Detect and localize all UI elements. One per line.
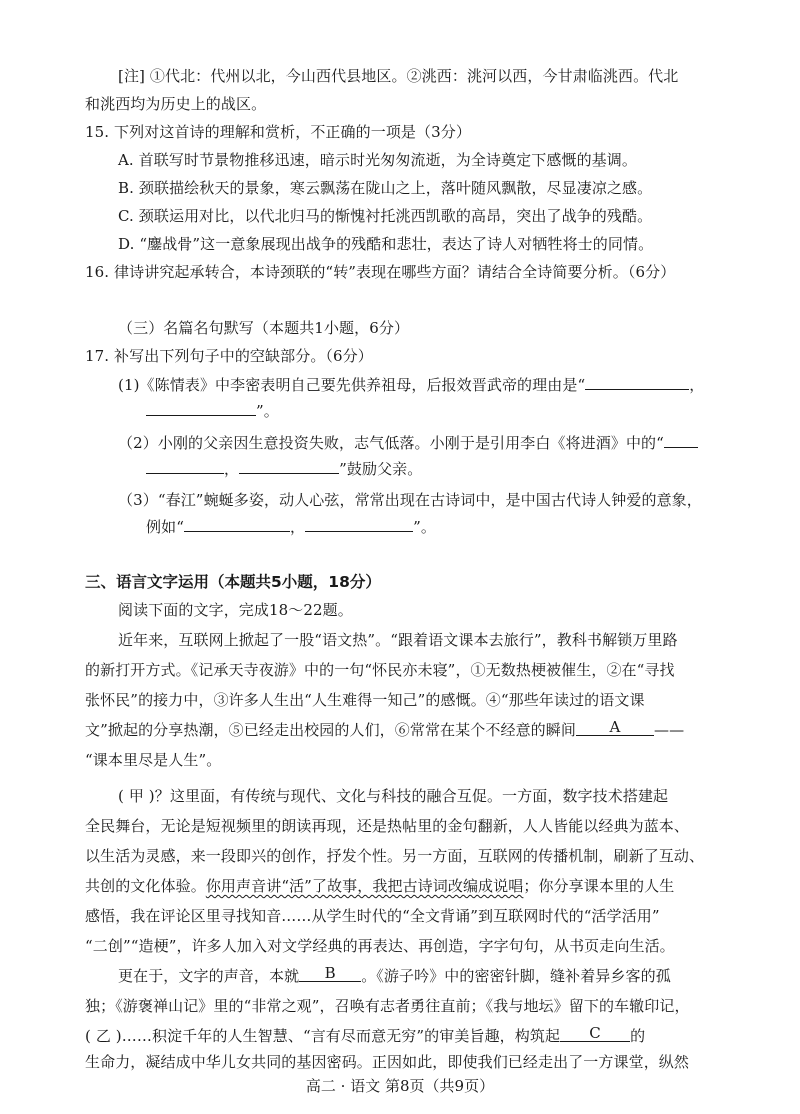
question-17-item-2-line-1 — [118, 432, 698, 453]
section-3-title: 三、语言文字运用（本题共5小题，18分） — [85, 573, 381, 591]
question-16-stem: 16. 律诗讲究起承转合，本诗颈联的“转”表现在哪些方面？请结合全诗简要分析。（6分） — [85, 263, 676, 281]
blank-a-label: A — [609, 718, 621, 736]
section-3-intro: 阅读下面的文字，完成18～22题。 — [118, 601, 353, 619]
passage-p1-line-5: “课本里尽是人生”。 — [85, 751, 222, 769]
question-17-item-1-line-2 — [146, 400, 279, 421]
comma: ， — [689, 376, 705, 394]
wavy-underlined-sentence: 你用声音讲“活”了故事，我把古诗词改编成说唱 — [205, 877, 524, 895]
question-17-stem: 17. 补写出下列句子中的空缺部分。（6分） — [85, 347, 373, 365]
blank-a — [576, 720, 654, 736]
question-17-item-3-line-1: （3）“春江”蜿蜒多姿，动人心弦，常常出现在古诗词中，是中国古代诗人钟爱的意象， — [118, 491, 702, 509]
passage-p1-line-4 — [85, 720, 684, 740]
passage-p3-line-4: 生命力，凝结成中华儿女共同的基因密码。正因如此，即使我们已经走出了一方课堂，纵然 — [85, 1053, 690, 1071]
text: 更在于，文字的声音，本就 — [118, 967, 300, 985]
question-15-stem: 15. 下列对这首诗的理解和赏析，不正确的一项是（3分） — [85, 123, 471, 141]
passage-p2-line-4 — [85, 876, 674, 896]
question-17-item-3-line-2 — [146, 516, 436, 537]
passage-p2-line-3: 以生活为灵感，来一段即兴的创作，抒发个性。另一方面，互联网的传播机制，刷新了互动、 — [85, 847, 705, 865]
passage-p2-line-1: ( 甲 )？这里面，有传统与现代、文化与科技的融合互促。一方面，数字技术搭建起 — [118, 787, 669, 805]
item-2-prompt: （2）小刚的父亲因生意投资失败，志气低落。小刚于是引用李白《将进酒》中的“ — [118, 434, 664, 452]
text: ( 乙 )……积淀千年的人生智慧、“言有尽而意无穷”的审美旨趣，构筑起 — [85, 1027, 561, 1045]
text: 共创的文化体验。 — [85, 877, 206, 895]
closing-text: ”鼓励父亲。 — [339, 460, 423, 478]
part-3-title: （三）名篇名句默写（本题共1小题，6分） — [118, 319, 410, 337]
passage-p1-line-2: 的新打开方式。《记承天寺夜游》中的一句“怀民亦未寝”，①无数热梗被催生，②在“寻找 — [85, 661, 675, 679]
blank-b — [299, 966, 361, 982]
closing-quote: ”。 — [256, 402, 279, 420]
question-15-option-b: B. 颈联描绘秋天的景象，寒云飘荡在陇山之上，落叶随风飘散，尽显凄凉之感。 — [118, 179, 653, 197]
blank-c — [560, 1026, 630, 1042]
passage-p1-line-3: 张怀民”的接力中，③许多人生出“人生难得一知己”的感慨。④“那些年读过的语文课 — [85, 691, 645, 709]
blank-c-label: C — [589, 1024, 601, 1042]
question-17-item-2-line-2 — [146, 458, 422, 479]
note-line-2: 和洮西均为历史上的战区。 — [85, 95, 267, 113]
example-prefix: 例如“ — [146, 518, 184, 536]
answer-blank — [239, 458, 339, 474]
answer-blank — [664, 432, 698, 448]
question-15-option-c: C. 颈联运用对比，以代北归马的惭愧衬托洮西凯歌的高昂，突出了战争的残酷。 — [118, 207, 653, 225]
answer-blank — [146, 400, 256, 416]
dash: —— — [653, 721, 685, 739]
passage-p3-line-1 — [118, 966, 671, 986]
comma: ， — [289, 518, 306, 536]
passage-p2-line-2: 全民舞台，无论是短视频里的朗读再现，还是热帖里的金句翻新，人人皆能以经典为蓝本、 — [85, 817, 690, 835]
answer-blank — [585, 374, 689, 390]
answer-blank — [146, 458, 224, 474]
question-17-item-1-line-1 — [118, 374, 704, 395]
passage-p2-line-5: 感悟，我在评论区里寻找知音……从学生时代的“全文背诵”到互联网时代的“活学活用” — [85, 907, 660, 925]
question-15-option-a: A. 首联写时节景物推移迅速，暗示时光匆匆流逝，为全诗奠定下感慨的基调。 — [118, 151, 637, 169]
passage-p2-line-6: “二创”“造梗”，许多人加入对文学经典的再表达、再创造，字字句句，从书页走向生活。 — [85, 937, 675, 955]
comma: ， — [224, 460, 240, 478]
text: ；你分享课本里的人生 — [523, 877, 675, 895]
question-15-option-d: D. “鏖战骨”这一意象展现出战争的残酷和悲壮，表达了诗人对牺牲将士的同情。 — [118, 235, 654, 253]
item-1-prompt: (1)《陈情表》中李密表明自己要先供养祖母，后报效晋武帝的理由是“ — [118, 376, 586, 394]
text: 文”掀起的分享热潮，⑤已经走出校园的人们，⑥常常在某个不经意的瞬间 — [85, 721, 576, 739]
closing-quote: ”。 — [413, 518, 436, 536]
passage-p1-line-1: 近年来，互联网上掀起了一股“语文热”。“跟着语文课本去旅行”，教科书解锁万里路 — [118, 631, 678, 649]
text: 的 — [630, 1027, 646, 1045]
answer-blank — [184, 516, 290, 532]
passage-p3-line-2: 独；《游褒禅山记》里的“非常之观”，召唤有志者勇往直前；《我与地坛》留下的车辙印记， — [85, 997, 690, 1015]
passage-p3-line-3 — [85, 1026, 645, 1046]
note-line-1: [注] ①代北：代州以北，今山西代县地区。②洮西：洮河以西，今甘肃临洮西。代北 — [118, 67, 679, 85]
blank-b-label: B — [324, 964, 336, 982]
answer-blank — [305, 516, 413, 532]
text: 。《游子吟》中的密密针脚，缝补着异乡客的孤 — [361, 967, 671, 985]
page-footer: 高二 · 语文 第8页（共9页） — [305, 1077, 495, 1095]
